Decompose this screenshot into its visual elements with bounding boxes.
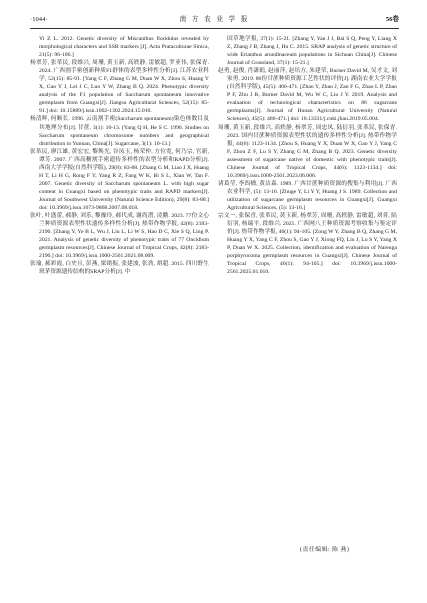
reference-entry: 杨清辉, 何顺长. 1996. 云南割手密(Saccharum spontaneum)染色体数目及其地理分布[J]. 甘蔗, 3(1): 10-13. [Yang Q H, He S C. 1996. Studies on Saccharum spontaneum chromosome numbers and geographical distribution in Yunnan, China[J]. Sugarcane, 3(1): 10-13.] bbox=[30, 116, 209, 147]
reference-entry: Yi Z L. 2012. Genetic diversity of Miscanthus floridulus revealed by morphological characters and SSR markers [J]. Acta Prataculturae Sinica, 21(5): 96-106.] bbox=[39, 36, 209, 59]
reference-entry: 杨翠芳, 张革民, 段维兴, 周珊, 黄玉新, 高轶静, 雷敏超, 罗亚伟, 张保青. 2024. 广西割手密创新种质F1群体的表型多样性分析[J]. 江苏农业科学, 52(15): 85-91. [Yang C F, Zhang G M, Duan W X, Zhou S, Huang Y X, Gao Y J, Lei J C, Luo Y W, Zhang B Q. 2024. Phenotypic diversity analysis of the F1 population of Saccharum spontaneum innovative germplasm from Guangxi[J]. Jiangsu Agricultural Sciences, 52(15): 85-91.] doi: 10.15889/j.issn.1002-1302.2024.15.010. bbox=[30, 60, 209, 115]
reference-entry: 张革民, 廖江雄, 黄宏宏, 黎焕光, 谷凤玉, 杨荣仲, 方位宽, 何乃宗, 官新, 谭芳. 2007. 广西高糖割手密遗传多样性的表型分析和RAPD分析[J]. 西南大学学报(自然科学版), 29(8): 83-88. [Zhang G M, Liao J X, Huang H T, Li H G, Rong F Y, Yang R Z, Fang W K, Bi S L, Xian W, Tan F. 2007. Genetic diversity of Saccharum spontaneum L. with high sugar content in Guangxi based on phenotypic traits and RAPD markers[J]. Journal of Southwest University (Natural Science Edition), 29(8): 83-88.] doi: 10.3969/j.issn.1673-9868.2007.08.018. bbox=[30, 148, 209, 211]
reference-entry: 张瑜, 郝彩霞, 白史且, 彭燕, 梁绪振, 张建波, 张劲, 胡超. 2015. 四川野生斑茅资源遗传结构的SRAP分析[J]. 中 bbox=[30, 261, 209, 276]
page-number: ·1044· bbox=[30, 16, 48, 23]
reference-entry: 张叶, 叶盛蕾, 郝静, 刘乐, 黎豫玲, 郝代成, 谢尚潜, 凌鹏. 2023. 77份文心兰种质资源表型性状遗传多样性分析[J]. 热带作物学报, 42(8): 2183-2190. [Zhang Y, Ye B L, Wu J, Liu L, Li W S, Hao D C, Xie S Q, Ling P. 2021. Analysis of genetic diversity of phenotypic traits of 77 Oncidium germplasm resources[J]. Chinese Journal of Tropical Crops, 42(8): 2183-2190.] doi: 10.3969/j.issn.1000-2561.2021.08.009. bbox=[30, 213, 209, 260]
references-left-column bbox=[30, 35, 209, 276]
reference-entry: 赵勇, 赵俊, 肖潇娟, 赵丽萍, 赵培方, 朱建荣, Burner David M, 吴才文, 刘家勇. 2019. 86份甘蔗种质资源工艺性状的评价[J]. 湖南农业大学学报(自然科学版), 45(5): 466-471. [Zhao Y, Zhao J, Zan F G, Zhao L P, Zhao P F, Zhu J R, Burner David M, Wu W C, Liu J Y. 2019. Analysis and evaluation of technological characteristics on 86 sugarcane germplasms[J]. Journal of Hunan Agricultural University (Natural Sciences), 45(5): 466-471.] doi: 10.13331/j.cnki.jhau.2019.05.004. bbox=[218, 68, 397, 123]
header-divider bbox=[30, 28, 399, 29]
reference-entry: 诸葛莹, 李酉楹, 黄洁森. 1989. 广西甘蔗种质资源的搜集与利用[J]. 广西农业科学, (5): 13-16. [Zhuge Y, Li Y Y, Huang J S. 1989. Collection and utilization of sugarcane germplasm resources in Guangxi[J]. Guangxi Agricultural Sciences, (5): 13-16.] bbox=[218, 180, 397, 211]
references-right-column bbox=[218, 35, 397, 276]
page-header bbox=[30, 14, 399, 26]
reference-entry: 周珊, 黄玉新, 段维兴, 高轶静, 杨翠芳, 周忠凤, 陆衍羽, 张革民, 张保青. 2023. 国内甘蔗种质资源表型性状的遗传多样性分析[J]. 热带作物学报, 44(6): 1123-1134. [Zhou S, Huang Y X, Duan W X, Gao Y J, Yang C F, Zhou Z F, Lu S Y, Zhang G M, Zhang B Q. 2023. Genetic diversity assessment of sugarcane native of domestic with phenotypic traits[J]. Chinese Journal of Tropical Crops, 44(6): 1123-1134.] doi: 10.3969/j.issn.1000-2561.2023.06.006. bbox=[218, 124, 397, 179]
journal-title: 南 方 农 业 学 报 bbox=[179, 16, 250, 23]
reference-entry: 宗文一, 张保青, 张革民, 黄玉新, 杨翠芳, 周珊, 高轶静, 雷敏超, 刘菁, 陆衍羽, 杨瑞平, 段维兴. 2025. 广西网八王种质资源考察收集与鉴定评价[J]. 热带作物学报, 46(1): 94-105. [Zong W Y, Zhang B Q, Zhang G M, Huang Y X, Yang C F, Zhou S, Gao Y J, Xiong FQ, Liu J, Lu S Y, Yang X P, Duan W X. 2025. Collection, identification and evaluation of Narenga porphyrocoma germplasm resources in Guangxi[J]. Chinese Journal of Tropical Crops, 46(1): 94-105.] doi: 10.3969/j.issn.1000-2561.2025.01.010. bbox=[218, 213, 397, 276]
reference-entry: 国草地学报, 37(1): 15-21. [Zhang Y, Yan J J, Bai S Q, Peng Y, Liang X Z, Zhang J B, Zhang J, Hu C. 2015. SRAP analysis of genetic structure of wide Erianthus arundinaceum populations in Sichuan China[J]. Chinese Journal of Grassland, 37(1): 15-21.] bbox=[227, 36, 397, 67]
volume-label: 56卷 bbox=[385, 16, 399, 23]
editor-note: (责任编辑: 陈 燕) bbox=[300, 547, 350, 553]
